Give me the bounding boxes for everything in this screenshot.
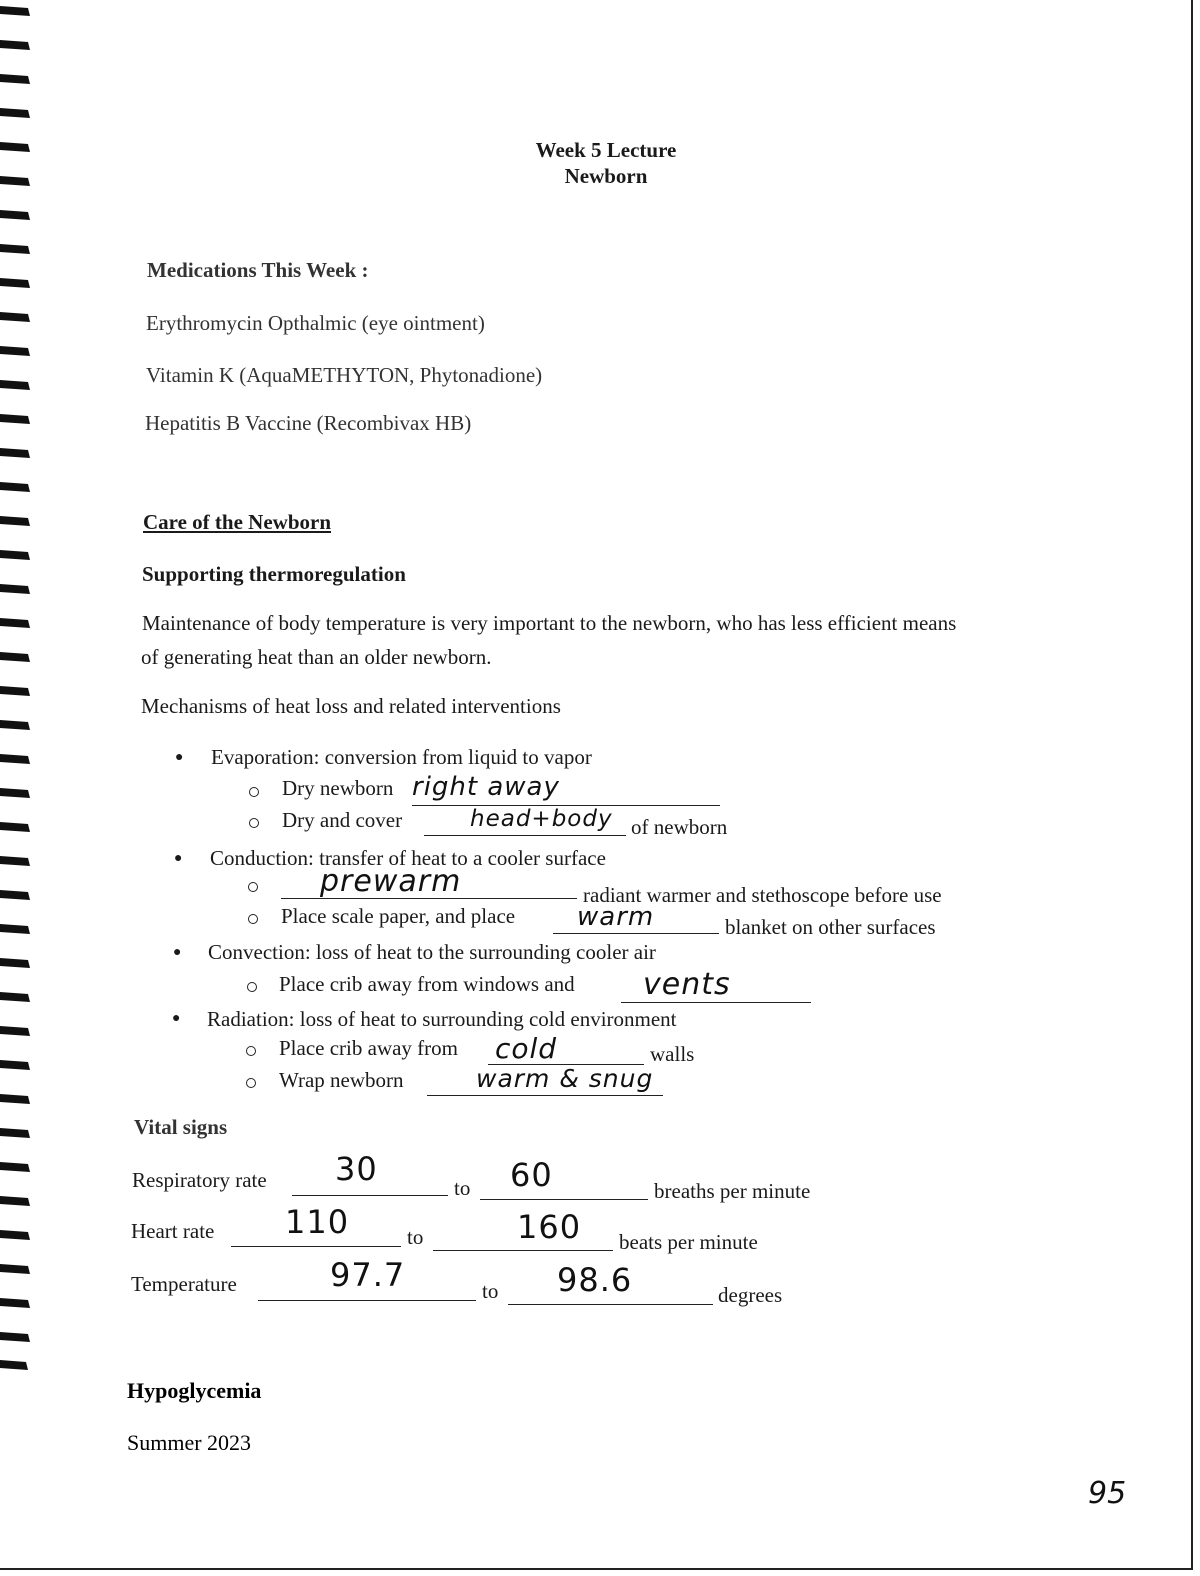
medications-heading: Medications This Week : xyxy=(147,258,369,282)
mechanisms-label: Mechanisms of heat loss and related interventions xyxy=(141,694,561,718)
evaporation-label: Evaporation: conversion from liquid to vapor xyxy=(211,745,592,769)
circle-bullet-icon xyxy=(246,1075,256,1093)
handwritten-answer: 97.7 xyxy=(330,1256,406,1294)
heart-rate-label: Heart rate xyxy=(131,1219,215,1243)
handwritten-answer: prewarm xyxy=(320,864,462,899)
blank-line xyxy=(258,1300,476,1301)
title-line-2: Newborn xyxy=(564,164,648,188)
respiratory-rate-label: Respiratory rate xyxy=(132,1168,267,1192)
rad-sub1-suffix: walls xyxy=(650,1042,695,1066)
to-label: to xyxy=(482,1279,499,1303)
blank-line xyxy=(621,1002,811,1003)
handwritten-answer: 110 xyxy=(285,1203,350,1241)
hypoglycemia-heading: Hypoglycemia xyxy=(127,1378,262,1403)
handwritten-answer: 30 xyxy=(335,1150,378,1188)
medication-item: Hepatitis B Vaccine (Recombivax HB) xyxy=(145,411,472,435)
care-heading: Care of the Newborn xyxy=(143,510,331,534)
handwritten-answer: head+body xyxy=(470,806,613,832)
page-number: 95 xyxy=(1088,1476,1127,1511)
cond-sub2-suffix: blanket on other surfaces xyxy=(725,915,936,939)
medication-item: Vitamin K (AquaMETHYTON, Phytonadione) xyxy=(146,363,543,387)
rr-unit: breaths per minute xyxy=(654,1179,811,1203)
title-line-1: Week 5 Lecture xyxy=(535,138,677,162)
handwritten-answer: 98.6 xyxy=(557,1261,633,1299)
cond-sub2-prefix: Place scale paper, and place xyxy=(281,904,516,928)
circle-bullet-icon xyxy=(246,1043,256,1061)
circle-bullet-icon xyxy=(247,979,257,997)
hr-unit: beats per minute xyxy=(619,1230,758,1254)
temperature-label: Temperature xyxy=(131,1272,237,1296)
to-label: to xyxy=(454,1176,471,1200)
paragraph-line-2: of generating heat than an older newborn. xyxy=(141,645,492,669)
temp-unit: degrees xyxy=(718,1283,783,1307)
handwritten-answer: vents xyxy=(643,967,731,1002)
evap-sub2-prefix: Dry and cover xyxy=(282,808,403,832)
conv-sub1-prefix: Place crib away from windows and xyxy=(279,972,575,996)
cond-sub1-suffix: radiant warmer and stethoscope before use xyxy=(583,883,942,907)
circle-bullet-icon xyxy=(249,784,259,802)
circle-bullet-icon xyxy=(248,911,258,929)
medication-item: Erythromycin Opthalmic (eye ointment) xyxy=(146,311,485,335)
thermoregulation-subheading: Supporting thermoregulation xyxy=(142,562,406,586)
blank-line xyxy=(292,1195,448,1196)
bullet-icon: ● xyxy=(174,851,183,866)
blank-line xyxy=(553,933,719,934)
evap-sub1-prefix: Dry newborn xyxy=(282,776,394,800)
handwritten-answer: 60 xyxy=(510,1156,553,1194)
spiral-binding xyxy=(0,0,34,1380)
rad-sub1-prefix: Place crib away from xyxy=(279,1036,459,1060)
blank-line xyxy=(427,1095,663,1096)
bullet-icon: ● xyxy=(175,750,184,765)
blank-line xyxy=(480,1199,648,1200)
handwritten-answer: 160 xyxy=(517,1208,582,1246)
bullet-icon: ● xyxy=(172,1011,181,1026)
evap-sub2-suffix: of newborn xyxy=(631,815,728,839)
footer-term: Summer 2023 xyxy=(127,1430,252,1455)
to-label: to xyxy=(407,1225,424,1249)
vital-signs-heading: Vital signs xyxy=(134,1115,228,1139)
blank-line xyxy=(508,1304,713,1305)
blank-line xyxy=(433,1250,613,1251)
rad-sub2-prefix: Wrap newborn xyxy=(279,1068,404,1092)
bullet-icon: ● xyxy=(173,945,182,960)
convection-label: Convection: loss of heat to the surrounding cooler air xyxy=(208,940,656,964)
handwritten-answer: right away xyxy=(412,772,560,802)
handwritten-answer: warm xyxy=(577,902,655,932)
blank-line xyxy=(424,835,626,836)
conduction-label: Conduction: transfer of heat to a cooler surface xyxy=(210,846,606,870)
radiation-label: Radiation: loss of heat to surrounding cold environment xyxy=(207,1007,677,1031)
handwritten-answer: warm & snug xyxy=(476,1064,654,1093)
circle-bullet-icon xyxy=(249,815,259,833)
blank-line xyxy=(231,1246,401,1247)
paragraph-line-1: Maintenance of body temperature is very important to the newborn, who has less efficient means xyxy=(142,611,957,635)
circle-bullet-icon xyxy=(248,879,258,897)
handwritten-answer: cold xyxy=(495,1032,558,1065)
